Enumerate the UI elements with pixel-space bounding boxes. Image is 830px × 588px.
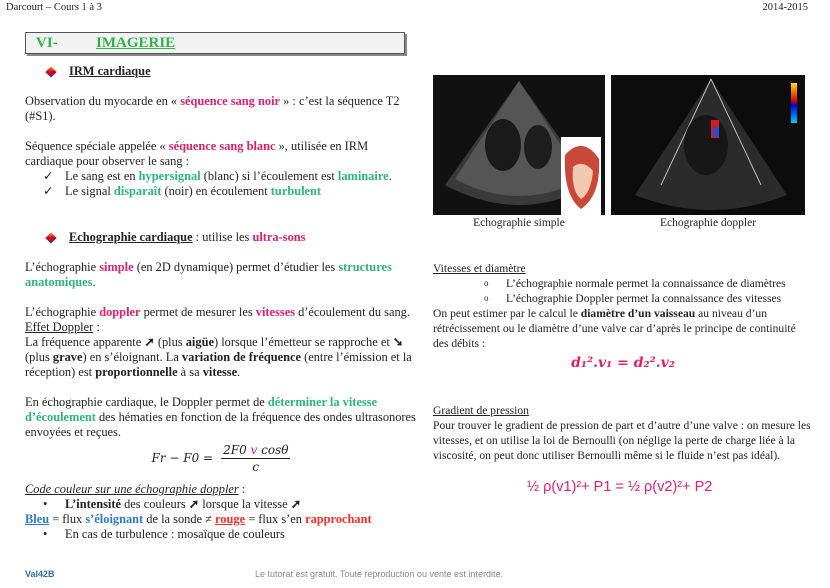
paragraph-gradient [433, 418, 813, 463]
text-run: ➘ [392, 335, 404, 349]
left-column [25, 64, 417, 542]
diamond-bullet-icon [45, 66, 56, 77]
header-left: Darcourt – Cours 1 à 3 [6, 2, 102, 13]
text-run: Bleu [25, 512, 50, 526]
text-run: ➚ [188, 497, 200, 511]
text-run: déterminer la vitesse d’écoulement [25, 395, 378, 424]
text-run: Code couleur sur une échographie doppler [25, 482, 239, 496]
text-run: simple [99, 260, 134, 274]
text-run: vitesses [255, 305, 296, 319]
text-run: L’échographie [25, 260, 100, 274]
text-run: ➚ [144, 335, 155, 349]
text-run: : [93, 320, 100, 334]
text-run: Pour trouver le gradient de pression de part et d’autre d’une valve : on mesure les vitesses, et on utilise la loi de Bernoulli (on néglige la perte de charge liée à la viscosité, on peut donc utiliser Bernoulli même si le fluide n’est pas idéal). [433, 419, 811, 462]
text-run: Le sang est en [65, 169, 139, 183]
text-run: L’échographie normale permet la connaissance de diamètres [506, 277, 786, 290]
text-run: doppler [99, 305, 141, 319]
text-run: », utilisée en IRM cardiaque pour observer le sang : [25, 139, 369, 168]
text-run: (entre l’émission et la réception) est [25, 350, 412, 379]
paragraph-echo-simple [25, 260, 417, 290]
text-run: (plus [25, 350, 53, 364]
paragraph-sang-blanc [25, 139, 417, 169]
text-run: (blanc) si l’écoulement est [200, 169, 338, 183]
text-run: : utilise les [192, 230, 253, 244]
text-run: proportionnelle [95, 365, 178, 379]
echo-doppler-image [611, 75, 805, 215]
text-run: ➚ [290, 497, 302, 511]
gradient-title [433, 403, 813, 418]
paragraph-effet-doppler [25, 335, 417, 380]
check-item [43, 184, 417, 199]
text-run: . [92, 275, 96, 289]
effet-doppler-title [25, 320, 417, 335]
echo-simple-image [433, 75, 605, 215]
text-run: séquence sang blanc [168, 139, 276, 153]
color-code-line [25, 512, 417, 527]
bullet-item: • L’intensité des couleurs ➚ lorsque la vitesse ➚ [43, 497, 302, 511]
code-couleur-title [25, 482, 417, 497]
footer-center: Le tutorat est gratuit. Toute reproduction ou vente est interdite. [255, 569, 503, 579]
paragraph-doppler-vitesse [25, 395, 417, 440]
doppler-formula [25, 440, 417, 476]
text-run: . [237, 365, 241, 379]
section-title: IMAGERIE [96, 35, 176, 51]
text-run: hypersignal [138, 169, 201, 183]
text-run: turbulent [270, 184, 322, 198]
text-run: L’intensité [65, 497, 121, 511]
text-run: lorsque la vitesse [199, 497, 291, 511]
text-run: des couleurs [121, 497, 189, 511]
text-run: L’échographie Doppler permet la connaissance des vitesses [506, 292, 782, 305]
text-run: diamètre d’un vaisseau [580, 307, 696, 320]
text-run: IRM cardiaque [69, 64, 151, 78]
text-run: rouge [215, 512, 246, 526]
footer-left: Val42B [25, 569, 55, 579]
diamond-bullet-icon [45, 232, 56, 243]
paragraph-sang-noir [25, 94, 417, 124]
text-run: On peut estimer par le calcul le [433, 307, 581, 320]
header-right: 2014-2015 [762, 2, 808, 13]
caption-echo-doppler: Echographie doppler [659, 217, 757, 229]
text-run: (en 2D dynamique) permet d’étudier les [133, 260, 339, 274]
text-run: séquence sang noir [180, 94, 281, 108]
bullet-item: • En cas de turbulence : mosaïque de couleurs [43, 527, 285, 541]
text-run: : [238, 482, 246, 496]
text-run: structures anatomiques [25, 260, 392, 289]
paragraph-echo-doppler [25, 305, 417, 320]
text-run: » : c’est la séquence T2 (#S1). [25, 94, 400, 123]
caption-echo-simple: Echographie simple [473, 217, 565, 229]
text-run: En échographie cardiaque, le Doppler permet de [25, 395, 268, 409]
text-run: La fréquence apparente [25, 335, 145, 349]
text-run: ) en s’éloignant. La [82, 350, 182, 364]
text-run: vitesse [202, 365, 238, 379]
text-run: s’éloignant [85, 512, 144, 526]
text-run: (plus [154, 335, 186, 349]
text-run: Effet Doppler [25, 320, 94, 334]
text-run: laminaire [337, 169, 389, 183]
irm-heading [69, 64, 151, 78]
section-number: VI- [36, 35, 58, 51]
text-run: Vitesses et diamètre [433, 262, 526, 275]
text-run: Le signal [65, 184, 114, 198]
bernoulli-formula: ½ ρ(v1)²+ P1 = ½ ρ(v2)²+ P2 [527, 479, 713, 495]
right-column [433, 261, 813, 497]
text-run: Observation du myocarde en « [25, 94, 181, 108]
text-run: ) lorsque l’émetteur se rapproche et [213, 335, 393, 349]
text-run: Séquence spéciale appelée « [25, 139, 169, 153]
text-run: Echographie cardiaque [69, 230, 193, 244]
text-run: aigüe [185, 335, 214, 349]
text-run: variation de fréquence [181, 350, 301, 364]
paragraph-diametre [433, 306, 813, 351]
text-run: rapprochant [305, 512, 372, 526]
check-icon: ✓ [43, 169, 54, 183]
text-run: d’écoulement du sang. [295, 305, 410, 319]
text-run: des hématies en fonction de la fréquence des ondes ultrasonores envoyées et reçues. [25, 410, 416, 439]
text-run: de la sonde ≠ [143, 512, 216, 526]
text-run: En cas de turbulence : mosaïque de couleurs [65, 527, 285, 541]
check-item [43, 169, 417, 184]
text-run: au niveau d’un rétrécissement ou le diamètre d’une valve car d’après le principe de continuité des débits : [433, 307, 796, 350]
text-run: ultra-sons [252, 230, 306, 244]
text-run: à sa [177, 365, 203, 379]
text-run: Gradient de pression [433, 404, 529, 417]
formula-numerator: 2F0 v cosθ [223, 442, 289, 457]
text-run: = flux s’en [245, 512, 306, 526]
formula-lhs: Fr − F0 = [151, 451, 214, 465]
section-title-box [25, 32, 405, 54]
check-icon: ✓ [43, 184, 54, 198]
formula-denominator: c [252, 459, 260, 474]
echo-heading [69, 230, 305, 244]
text-run: L’échographie [25, 305, 100, 319]
vitesses-title [433, 261, 813, 276]
continuity-formula: d₁².v₁ = d₂².v₂ [571, 355, 675, 371]
list-item: o L’échographie Doppler permet la connaissance des vitesses [484, 292, 782, 305]
text-run: = flux [49, 512, 86, 526]
text-run: (noir) en écoulement [161, 184, 271, 198]
text-run: disparaît [113, 184, 162, 198]
text-run: . [388, 169, 392, 183]
list-item: o L’échographie normale permet la connaissance de diamètres [484, 277, 786, 290]
text-run: grave [52, 350, 83, 364]
text-run: permet de mesurer les [140, 305, 256, 319]
